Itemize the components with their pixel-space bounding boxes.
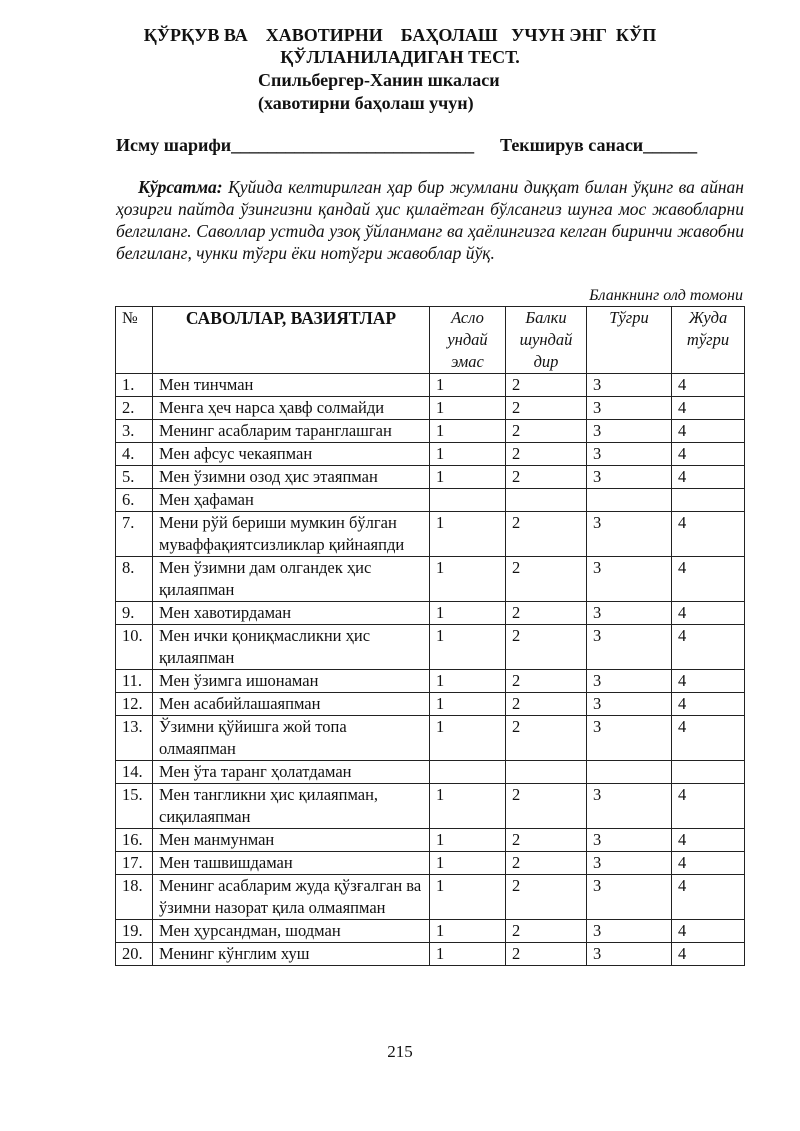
header-questions: САВОЛЛАР, ВАЗИЯТЛАР [153, 307, 430, 374]
row-number: 13. [116, 716, 153, 761]
row-option-4: 4 [672, 374, 745, 397]
title-line-1: ҚЎРҚУВ ВА ХАВОТИРНИ БАҲОЛАШ УЧУН ЭНГ КЎП [143, 25, 657, 45]
row-option-2: 2 [506, 875, 587, 920]
name-field: Исму шарифи___________________________ [116, 135, 475, 155]
anxiety-test-table [115, 306, 745, 966]
row-option-3: 3 [587, 443, 672, 466]
row-number: 17. [116, 852, 153, 875]
row-question: Мен ташвишдаман [153, 852, 430, 875]
row-option-1 [430, 761, 506, 784]
table-row [116, 374, 745, 397]
row-question: Мен ички қониқмасликни ҳис қилаяпман [153, 625, 430, 670]
row-question: Мен афсус чекаяпман [153, 443, 430, 466]
row-option-2 [506, 761, 587, 784]
instruction-label: Кўрсатма: [138, 177, 223, 197]
row-option-2 [506, 489, 587, 512]
row-option-3: 3 [587, 670, 672, 693]
table-row [116, 397, 745, 420]
row-question: Мен ўзимга ишонаман [153, 670, 430, 693]
row-option-3: 3 [587, 875, 672, 920]
row-option-1: 1 [430, 716, 506, 761]
row-option-3: 3 [587, 602, 672, 625]
row-option-3: 3 [587, 420, 672, 443]
row-option-2: 2 [506, 784, 587, 829]
header-option-1: Асло ундай эмас [430, 307, 506, 374]
row-number: 2. [116, 397, 153, 420]
row-number: 11. [116, 670, 153, 693]
row-option-3: 3 [587, 466, 672, 489]
row-option-2: 2 [506, 670, 587, 693]
table-row [116, 512, 745, 557]
row-option-1: 1 [430, 852, 506, 875]
row-number: 9. [116, 602, 153, 625]
header-option-2: Балки шундай дир [506, 307, 587, 374]
table-row [116, 920, 745, 943]
row-question: Мен ўзимни озод ҳис этаяпман [153, 466, 430, 489]
row-question: Мен ҳафаман [153, 489, 430, 512]
row-number: 3. [116, 420, 153, 443]
table-row [116, 784, 745, 829]
row-option-4: 4 [672, 397, 745, 420]
table-row [116, 693, 745, 716]
table-row [116, 670, 745, 693]
row-option-3 [587, 489, 672, 512]
table-header-row [116, 307, 745, 374]
row-option-3 [587, 761, 672, 784]
row-number: 15. [116, 784, 153, 829]
row-option-2: 2 [506, 397, 587, 420]
row-option-1: 1 [430, 693, 506, 716]
row-option-3: 3 [587, 784, 672, 829]
row-option-2: 2 [506, 466, 587, 489]
row-option-2: 2 [506, 512, 587, 557]
row-number: 19. [116, 920, 153, 943]
row-option-1: 1 [430, 512, 506, 557]
table-row [116, 943, 745, 966]
row-option-2: 2 [506, 443, 587, 466]
header-option-4: Жуда тўгри [672, 307, 745, 374]
table-row [116, 761, 745, 784]
row-question: Мен манмунман [153, 829, 430, 852]
table-row [116, 602, 745, 625]
row-number: 10. [116, 625, 153, 670]
row-option-2: 2 [506, 829, 587, 852]
row-option-2: 2 [506, 625, 587, 670]
table-row [116, 557, 745, 602]
row-option-3: 3 [587, 829, 672, 852]
row-option-4 [672, 489, 745, 512]
row-option-4: 4 [672, 670, 745, 693]
row-option-3: 3 [587, 512, 672, 557]
instruction-paragraph [116, 176, 744, 264]
row-option-1: 1 [430, 420, 506, 443]
row-option-3: 3 [587, 943, 672, 966]
row-option-4: 4 [672, 716, 745, 761]
row-option-4: 4 [672, 943, 745, 966]
row-number: 7. [116, 512, 153, 557]
date-field: Текширув санаси______ [500, 135, 698, 155]
table-row [116, 625, 745, 670]
respondent-fields [116, 134, 744, 156]
row-option-2: 2 [506, 943, 587, 966]
row-number: 14. [116, 761, 153, 784]
scale-name: Спильбергер-Ханин шкаласи [258, 70, 500, 90]
row-option-3: 3 [587, 693, 672, 716]
row-question: Мен асабийлашаяпман [153, 693, 430, 716]
row-question: Мен ҳурсандман, шодман [153, 920, 430, 943]
row-question: Менинг кўнглим хуш [153, 943, 430, 966]
page-number: 215 [387, 1042, 413, 1061]
row-option-1: 1 [430, 557, 506, 602]
row-option-4: 4 [672, 466, 745, 489]
instruction-text: Қуйида келтирилган ҳар бир жумлани диққат билан ўқинг ва айнан ҳозирги пайтда ўзингизни қандай ҳис қилаётган бўлсангиз шунга мос жавобларни белгиланг. Саволлар устида узоқ ўйланманг ва ҳаёлингизга келган биринчи жавобни белгиланг, чунки тўгри ёки нотўгри жавоблар йўқ. [116, 177, 744, 263]
table-row [116, 466, 745, 489]
table-row [116, 443, 745, 466]
row-option-4: 4 [672, 784, 745, 829]
row-option-2: 2 [506, 693, 587, 716]
row-option-1: 1 [430, 875, 506, 920]
row-option-2: 2 [506, 852, 587, 875]
row-option-1: 1 [430, 466, 506, 489]
row-option-1: 1 [430, 943, 506, 966]
table-row [116, 716, 745, 761]
row-option-3: 3 [587, 716, 672, 761]
row-number: 16. [116, 829, 153, 852]
table-row [116, 420, 745, 443]
row-option-4: 4 [672, 512, 745, 557]
scale-purpose: (хавотирни баҳолаш учун) [258, 93, 474, 113]
row-number: 12. [116, 693, 153, 716]
row-option-3: 3 [587, 920, 672, 943]
row-question: Мени рўй бериши мумкин бўлган муваффақиятсизликлар қийнаяпди [153, 512, 430, 557]
row-option-1: 1 [430, 374, 506, 397]
row-question: Мен ўзимни дам олгандек ҳис қилаяпман [153, 557, 430, 602]
row-option-1 [430, 489, 506, 512]
row-question: Мен хавотирдаман [153, 602, 430, 625]
row-option-4: 4 [672, 420, 745, 443]
row-option-1: 1 [430, 670, 506, 693]
row-option-3: 3 [587, 625, 672, 670]
row-option-4 [672, 761, 745, 784]
row-option-1: 1 [430, 784, 506, 829]
blank-side-note: Бланкнинг олд томони [589, 287, 743, 304]
row-option-4: 4 [672, 602, 745, 625]
row-number: 6. [116, 489, 153, 512]
row-option-3: 3 [587, 374, 672, 397]
row-option-2: 2 [506, 374, 587, 397]
row-option-2: 2 [506, 420, 587, 443]
row-option-3: 3 [587, 852, 672, 875]
title-line-2: ҚЎЛЛАНИЛАДИГАН ТЕСТ. [280, 47, 520, 67]
row-option-4: 4 [672, 443, 745, 466]
row-question: Ўзимни қўйишга жой топа олмаяпман [153, 716, 430, 761]
table-row [116, 875, 745, 920]
row-number: 20. [116, 943, 153, 966]
row-option-1: 1 [430, 829, 506, 852]
row-number: 4. [116, 443, 153, 466]
row-option-4: 4 [672, 875, 745, 920]
table-row [116, 489, 745, 512]
row-question: Менинг асабларим таранглашган [153, 420, 430, 443]
table-row [116, 852, 745, 875]
row-option-4: 4 [672, 852, 745, 875]
row-option-3: 3 [587, 557, 672, 602]
row-number: 18. [116, 875, 153, 920]
row-option-1: 1 [430, 397, 506, 420]
table-row [116, 829, 745, 852]
row-option-1: 1 [430, 602, 506, 625]
row-option-4: 4 [672, 625, 745, 670]
row-question: Мен ўта таранг ҳолатдаман [153, 761, 430, 784]
row-number: 5. [116, 466, 153, 489]
header-option-3: Тўгри [587, 307, 672, 374]
row-option-3: 3 [587, 397, 672, 420]
row-question: Менга ҳеч нарса ҳавф солмайди [153, 397, 430, 420]
row-option-4: 4 [672, 829, 745, 852]
header-number: № [116, 307, 153, 374]
row-option-2: 2 [506, 602, 587, 625]
row-question: Мен тинчман [153, 374, 430, 397]
row-option-1: 1 [430, 920, 506, 943]
row-option-1: 1 [430, 625, 506, 670]
row-number: 1. [116, 374, 153, 397]
row-option-1: 1 [430, 443, 506, 466]
row-option-4: 4 [672, 557, 745, 602]
row-number: 8. [116, 557, 153, 602]
row-option-2: 2 [506, 920, 587, 943]
row-option-2: 2 [506, 716, 587, 761]
row-option-4: 4 [672, 920, 745, 943]
row-option-4: 4 [672, 693, 745, 716]
row-question: Менинг асабларим жуда қўзғалган ва ўзимни назорат қила олмаяпман [153, 875, 430, 920]
row-question: Мен тангликни ҳис қилаяпман, сиқилаяпман [153, 784, 430, 829]
row-option-2: 2 [506, 557, 587, 602]
